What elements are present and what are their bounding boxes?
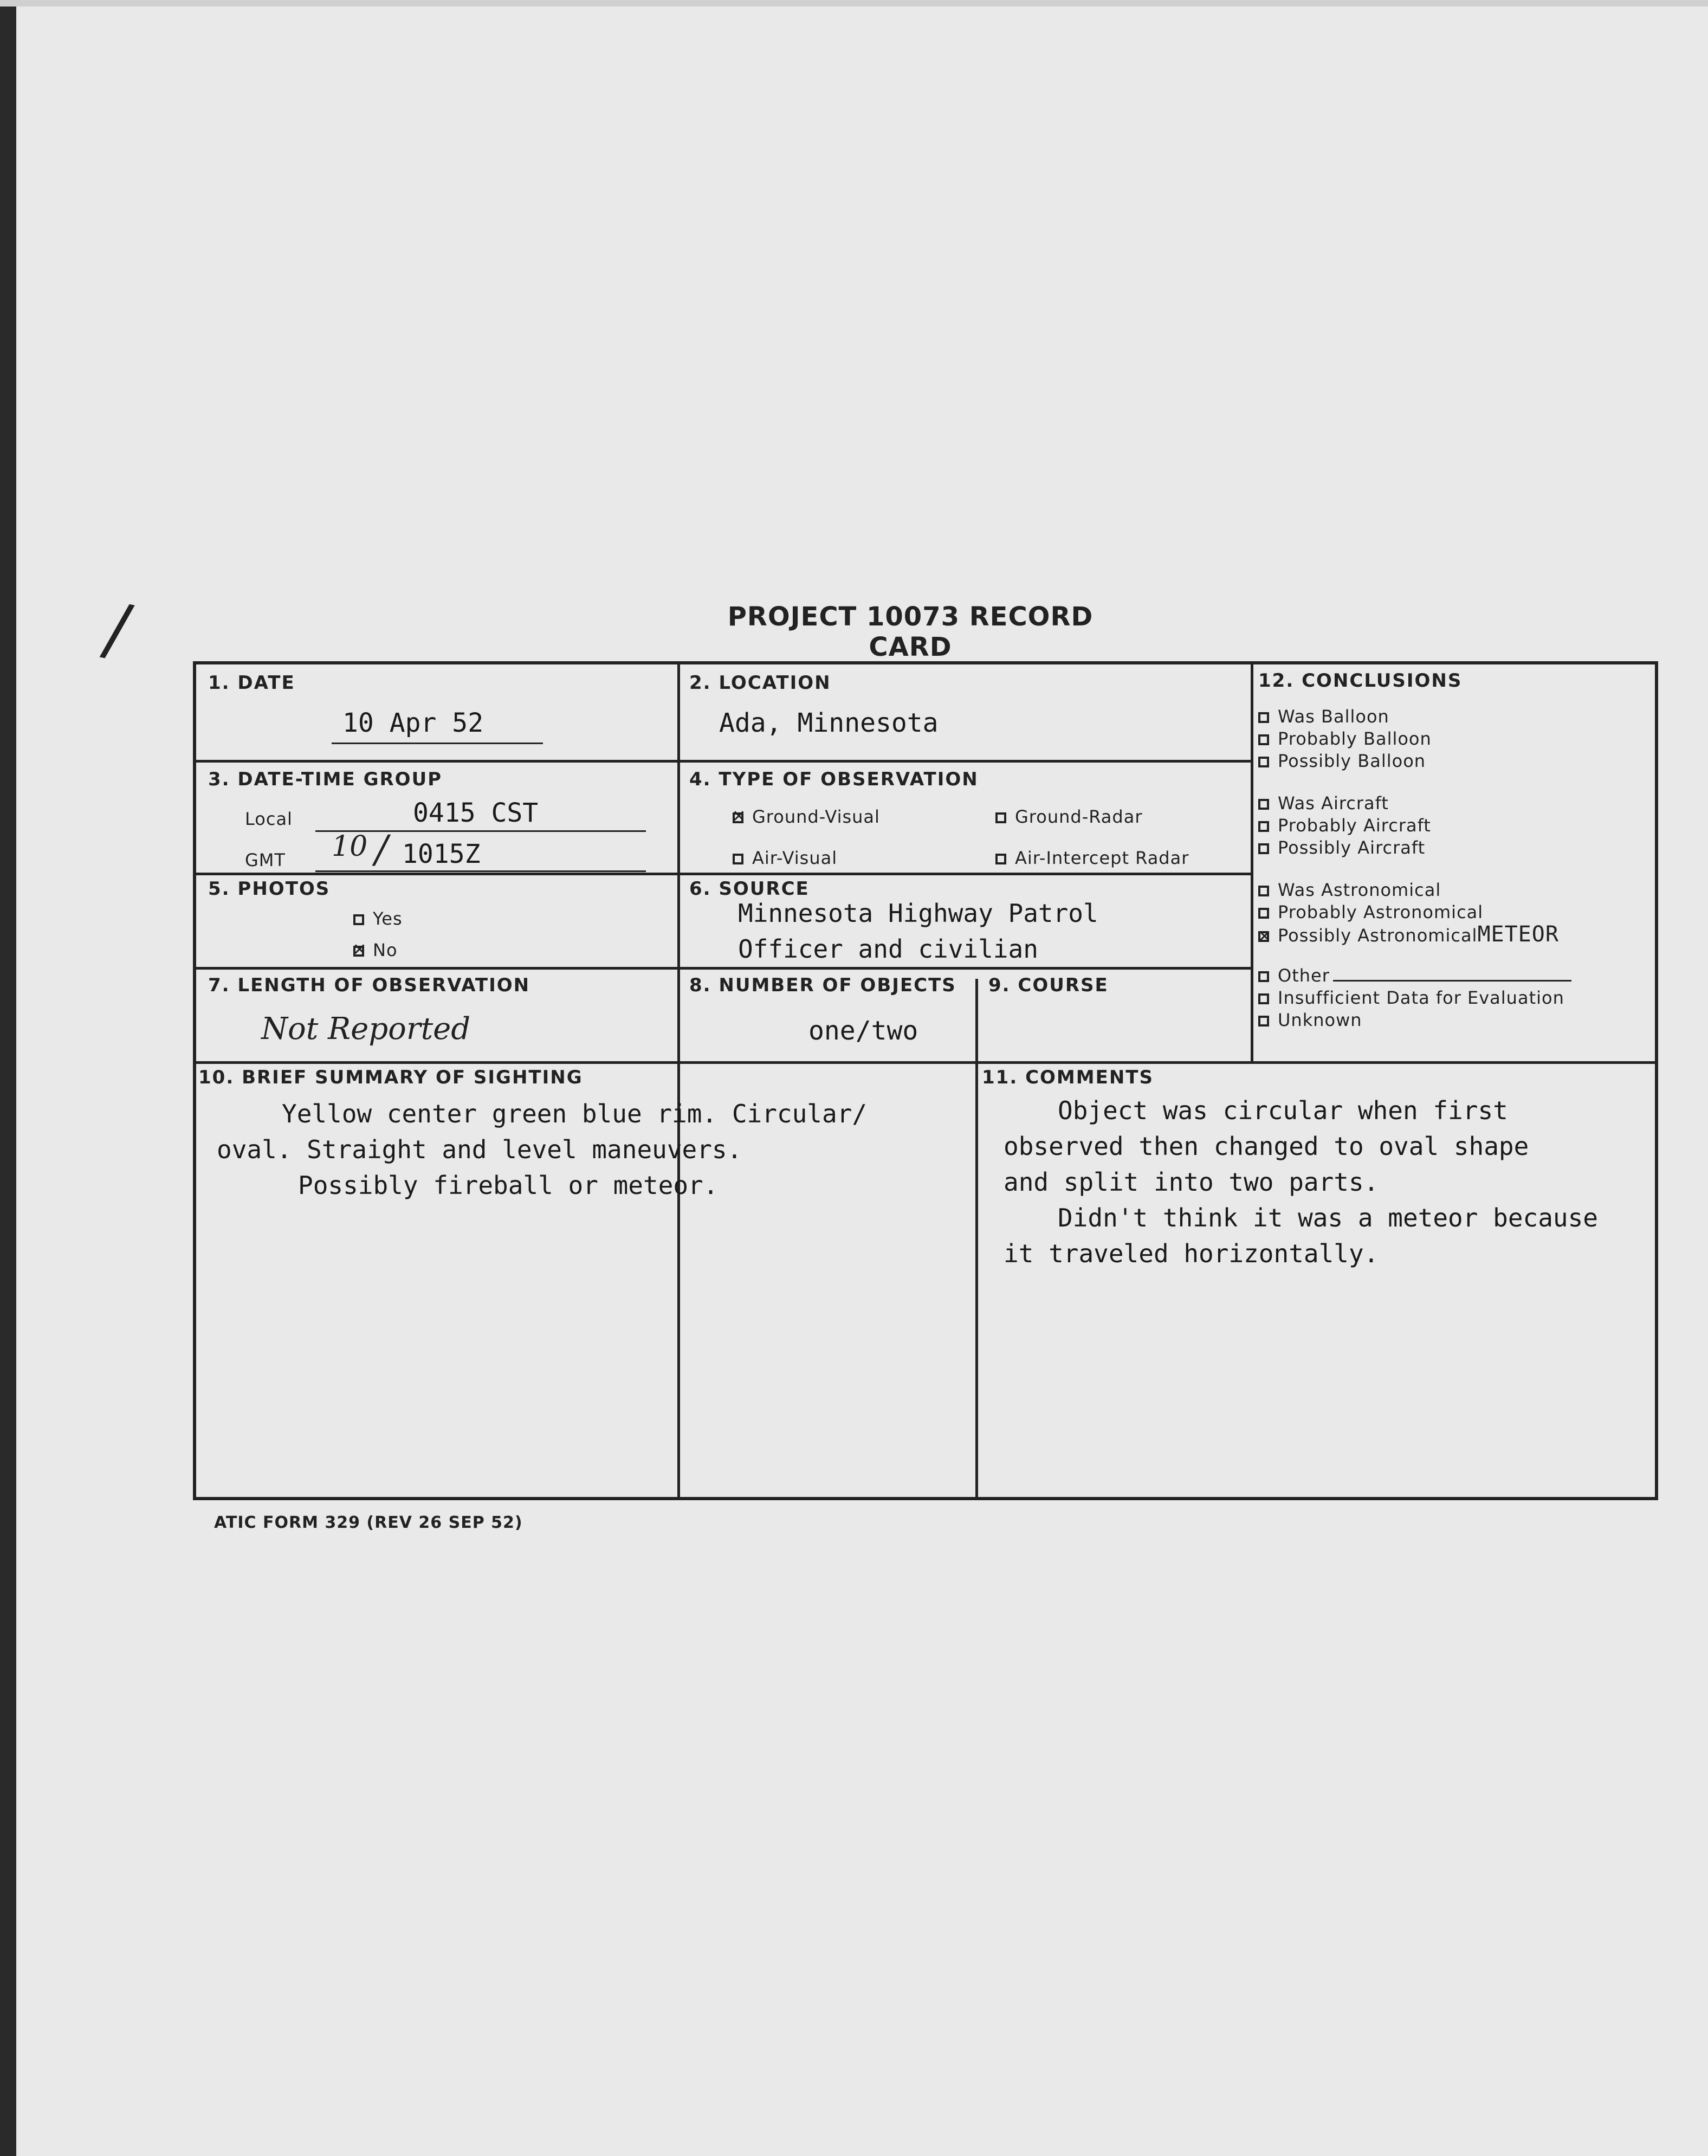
photos-option: ✕No: [353, 940, 398, 960]
gmt-day-value: 10: [332, 830, 368, 863]
location-value: Ada, Minnesota: [719, 708, 939, 738]
date-label: 1. DATE: [208, 672, 295, 694]
divider: [196, 760, 1251, 763]
conclusions-label: 12. CONCLUSIONS: [1258, 670, 1463, 692]
course-label: 9. COURSE: [988, 974, 1109, 996]
number-of-objects-value: one/two: [808, 1016, 918, 1046]
photos-option: Yes: [353, 908, 403, 929]
gmt-time-value: 1015Z: [402, 839, 481, 869]
checkbox-icon: [995, 812, 1006, 823]
gmt-slash: /: [375, 827, 388, 872]
divider: [1251, 664, 1253, 1061]
checkbox-checked-icon: [353, 946, 364, 957]
date-value: 10 Apr 52: [342, 708, 484, 738]
date-time-group-label: 3. DATE-TIME GROUP: [208, 769, 443, 790]
divider: [196, 873, 1251, 875]
scan-edge: [0, 0, 16, 2156]
checkbox-checked-icon: [733, 812, 743, 823]
other-underline: [1333, 980, 1571, 982]
pen-mark: /: [97, 586, 138, 672]
photos-label: 5. PHOTOS: [208, 878, 331, 900]
checkbox-icon: [353, 914, 364, 925]
divider: [196, 1061, 1656, 1064]
checkbox-icon: [1258, 843, 1269, 854]
conclusion-item: Probably Aircraft: [1258, 815, 1431, 837]
source-value: Minnesota Highway Patrol Officer and civilian: [738, 899, 1098, 964]
location-label: 2. LOCATION: [689, 672, 831, 694]
checkbox-icon: [1258, 821, 1269, 832]
summary-text: Yellow center green blue rim. Circular/ oval. Straight and level maneuvers. Possibly fireball or meteor.: [217, 1099, 868, 1200]
conclusion-item: Probably Balloon: [1258, 728, 1432, 750]
gmt-label: GMT: [245, 850, 286, 870]
observation-option: Air-Visual: [733, 848, 837, 868]
checkbox-icon: [1258, 971, 1269, 982]
observation-option: ✕Ground-Visual: [733, 806, 880, 827]
comments-text: Object was circular when first observed then changed to oval shape and split into two parts. Didn't think it was a meteor because it traveled horizontally.: [1004, 1096, 1598, 1268]
summary-label: 10. BRIEF SUMMARY OF SIGHTING: [198, 1067, 583, 1088]
checkbox-icon: [1258, 757, 1269, 767]
checkbox-icon: [995, 854, 1006, 864]
comments-label: 11. COMMENTS: [982, 1067, 1154, 1088]
form-id: ATIC FORM 329 (REV 26 SEP 52): [214, 1513, 523, 1532]
conclusion-item: Possibly Balloon: [1258, 750, 1432, 772]
conclusion-item: Was Balloon: [1258, 706, 1432, 728]
conclusions-group-other: [1258, 965, 1571, 1031]
conclusion-item: Was Aircraft: [1258, 792, 1431, 815]
conclusion-item: ✕Possibly AstronomicalMETEOR: [1258, 924, 1559, 947]
conclusions-group-astronomical: [1258, 879, 1559, 947]
number-of-objects-label: 8. NUMBER OF OBJECTS: [689, 974, 956, 996]
divider: [975, 979, 978, 1499]
conclusion-item: Insufficient Data for Evaluation: [1258, 987, 1571, 1009]
length-of-observation-value: Not Reported: [261, 1011, 471, 1047]
checkbox-icon: [1258, 734, 1269, 745]
conclusion-item: Was Astronomical: [1258, 879, 1559, 901]
local-label: Local: [245, 809, 293, 829]
conclusion-item: Probably Astronomical: [1258, 901, 1559, 924]
divider: [196, 967, 1251, 970]
observation-option: Air-Intercept Radar: [995, 848, 1189, 868]
checkbox-icon: [1258, 799, 1269, 810]
checkbox-icon: [733, 854, 743, 864]
checkbox-icon: [1258, 908, 1269, 919]
divider: [677, 664, 680, 1499]
gmt-underline: [315, 870, 646, 872]
record-card: [193, 661, 1658, 1500]
type-of-observation-label: 4. TYPE OF OBSERVATION: [689, 769, 979, 790]
date-underline: [332, 743, 543, 744]
conclusion-item: Possibly Aircraft: [1258, 837, 1431, 859]
checkbox-icon: [1258, 886, 1269, 896]
conclusions-group-aircraft: [1258, 792, 1431, 859]
conclusions-group-balloon: [1258, 706, 1432, 772]
conclusion-item: Unknown: [1258, 1009, 1571, 1031]
conclusion-item: Other: [1258, 965, 1571, 987]
checkbox-icon: [1258, 993, 1269, 1004]
checkbox-icon: [1258, 1016, 1269, 1027]
checkbox-checked-icon: [1258, 931, 1269, 942]
conclusion-annotation: METEOR: [1477, 922, 1559, 947]
checkbox-icon: [1258, 712, 1269, 723]
scan-edge-top: [0, 0, 1708, 7]
local-time-value: 0415 CST: [413, 798, 539, 828]
length-of-observation-label: 7. LENGTH OF OBSERVATION: [208, 974, 530, 996]
source-label: 6. SOURCE: [689, 878, 810, 900]
card-title: PROJECT 10073 RECORD CARD: [727, 602, 1094, 662]
observation-option: Ground-Radar: [995, 806, 1142, 827]
